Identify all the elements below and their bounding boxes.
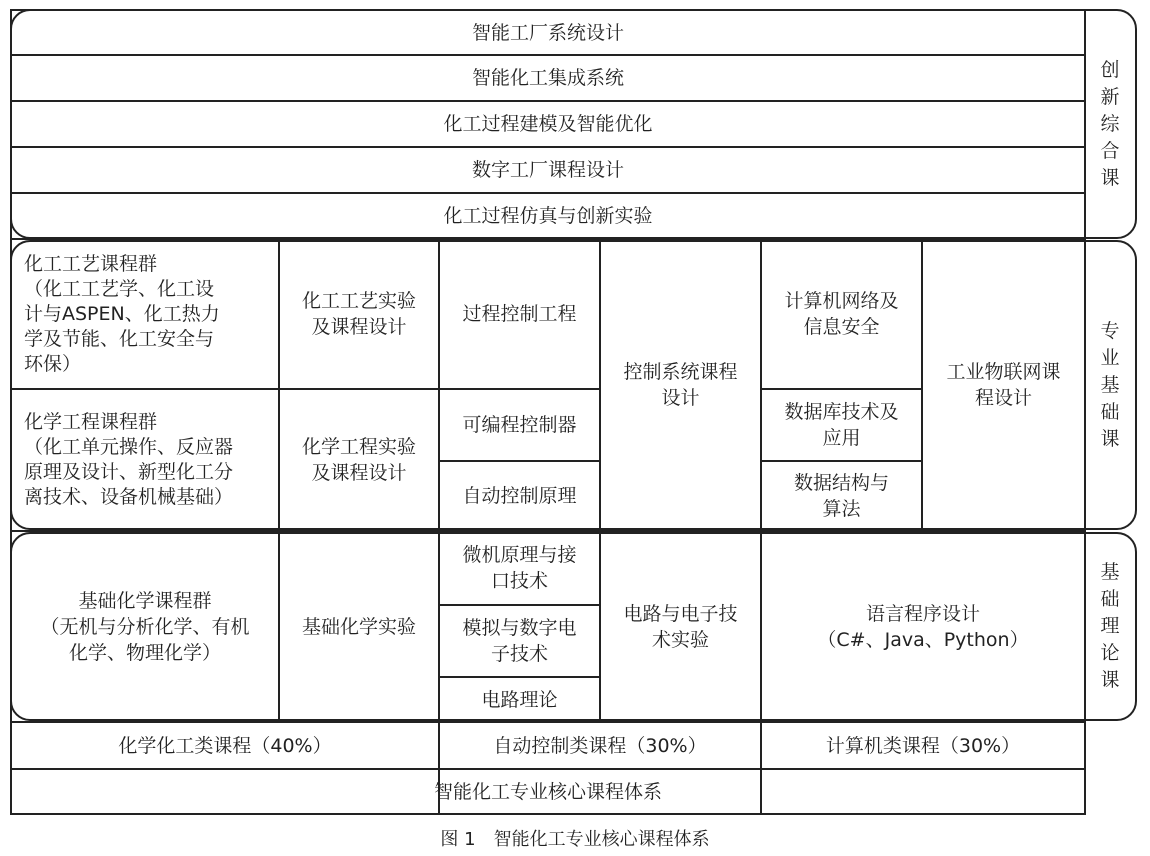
category-computer: 计算机类课程（30%） (825, 734, 1021, 757)
iiot: 工业物联网课 程设计 (946, 361, 1061, 409)
chem-eng-lab: 化学工程实验 及课程设计 (301, 436, 416, 484)
basic-chem-group: 基础化学课程群 （无机与分析化学、有机 化学、物理化学） (40, 589, 250, 664)
data-structure: 数据结构与 算法 (793, 472, 889, 520)
basic-chem-lab: 基础化学实验 (301, 615, 416, 638)
system-label: 智能化工专业核心课程体系 (433, 781, 662, 803)
analog-digital: 模拟与数字电 子技术 (462, 617, 577, 665)
innovation-course: 数字工厂课程设计 (471, 159, 624, 181)
chem-process-group: 化工工艺课程群 （化工工艺学、化工设 计与ASPEN、化工热力 学及节能、化工安全与 环保） (24, 252, 220, 375)
innovation-side-label: 创 新 综 合 课 (1100, 58, 1120, 189)
network: 计算机网络及 信息安全 (784, 290, 899, 338)
basic-side-label: 基 础 理 论 课 (1100, 561, 1120, 691)
category-auto: 自动控制类课程（30%） (493, 734, 707, 757)
innovation-course: 化工过程建模及智能优化 (443, 113, 653, 135)
programming: 语言程序设计 （C#、Java、Python） (817, 602, 1029, 651)
innovation-course: 智能化工集成系统 (471, 67, 624, 89)
category-chem: 化学化工类课程（40%） (118, 734, 332, 757)
microcomputer: 微机原理与接 口技术 (462, 544, 577, 592)
control-design: 控制系统课程 设计 (623, 361, 738, 409)
circuit-theory: 电路理论 (481, 688, 558, 711)
professional-side-label: 专 业 基 础 课 (1100, 319, 1120, 450)
database: 数据库技术及 应用 (784, 401, 899, 449)
circuit-lab: 电路与电子技 术实验 (623, 602, 738, 651)
innovation-course: 智能工厂系统设计 (471, 21, 624, 44)
chem-eng-group: 化学工程课程群 （化工单元操作、反应器 原理及设计、新型化工分 离技术、设备机械基础） (24, 411, 234, 508)
innovation-course: 化工过程仿真与创新实验 (443, 205, 653, 227)
chem-process-lab: 化工工艺实验 及课程设计 (301, 290, 416, 338)
auto-control: 自动控制原理 (462, 485, 577, 507)
plc: 可编程控制器 (462, 414, 577, 436)
figure-caption: 图 1 智能化工专业核心课程体系 (440, 829, 710, 850)
process-control: 过程控制工程 (462, 303, 577, 325)
